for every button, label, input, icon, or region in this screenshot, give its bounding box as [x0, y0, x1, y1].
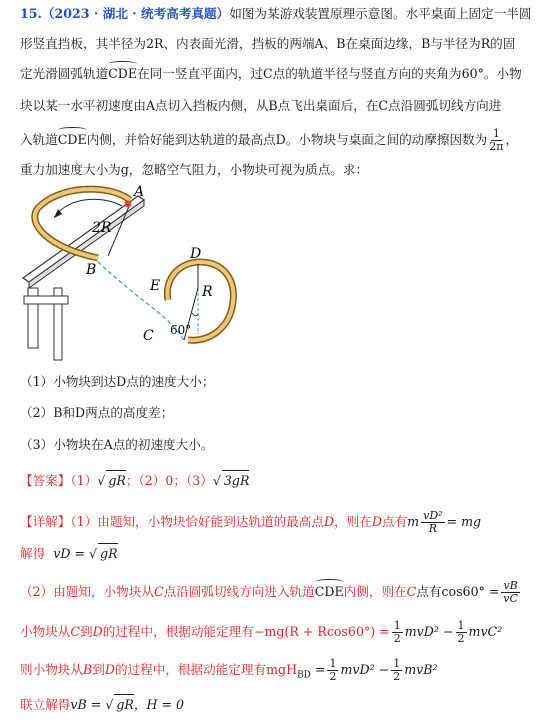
- problem-text: 如图为某游戏装置原理示意图。水平桌面上固定一半圆: [229, 6, 532, 21]
- detail-final-line: 联立解得vB = √ gR，H = 0: [20, 694, 184, 715]
- detail-line-1: 【详解】（1）由题知，小物块恰好能到达轨道的最高点D，则在D点有m $\frac{\text{vD²}}{R}$ = mg: [20, 509, 482, 535]
- question-2: （2）B和D两点的高度差；: [20, 405, 174, 420]
- question-3: （3）小物块在A点的初速度大小。: [20, 437, 214, 452]
- detail-tag: 【详解】: [20, 514, 71, 529]
- detail-line-4: 则小物块从B到D的过程中，根据动能定理有mgH$_{BD}$ = $\frac{1}{2}$ mvD² − $\frac{1}{2}$ mvB²: [20, 657, 438, 683]
- label-2R: 2R: [92, 220, 112, 236]
- label-B: B: [86, 262, 97, 278]
- problem-text: 内侧，并恰好能到达轨道的最高点D。小物块与桌面之间的动摩擦因数为: [86, 132, 488, 147]
- arc-notation: CDE: [58, 130, 87, 150]
- problem-text: 重力加速度大小为g，忽略空气阻力，小物块可视为质点。求：: [20, 162, 369, 177]
- problem-text: 块以某一水平初速度由A点切入挡板内侧，从B点飞出桌面后，在C点沿圆弧切线方向进: [20, 98, 502, 113]
- label-D: D: [190, 246, 202, 262]
- problem-line-6: [20, 160, 368, 180]
- problem-text: 入轨道: [20, 132, 58, 147]
- answer-tag: 【答案】: [20, 473, 71, 488]
- problem-source: （2023 · 湖北 · 统考高考真题）: [41, 6, 230, 21]
- problem-text: 在同一竖直平面内，过C点的轨道半径与竖直方向的夹角为60°。小物: [137, 66, 522, 81]
- detail-line-2: （2）由题知，小物块从C点沿圆弧切线方向进入轨道CDE内侧，则在C点有cos60° = $\frac{vB}{vC}$: [20, 579, 518, 605]
- label-A: A: [134, 184, 145, 200]
- answer-3-value: 3gR: [222, 470, 250, 491]
- arc-notation: CDE: [108, 64, 137, 84]
- angle-arc: [192, 313, 198, 316]
- problem-text: 定光滑圆弧轨道: [20, 66, 109, 81]
- point-A: [125, 201, 132, 208]
- table-brace: [24, 296, 68, 304]
- problem-line-4: [20, 96, 501, 116]
- problem-text: 形竖直挡板，其半径为2R、内表面光滑，挡板的两端A、B在桌面边缘，B与半径为R的固: [20, 36, 516, 51]
- label-E: E: [150, 278, 161, 294]
- answer-line: 【答案】（1）√ gR；（2）0；（3）√ 3gR: [20, 470, 249, 491]
- problem-number: 15.: [20, 6, 42, 21]
- friction-fraction: $\frac{1}{2\pi}$: [489, 127, 504, 153]
- problem-line-3: [20, 64, 522, 84]
- detail-solve-line: 解得 vD = √ gR: [20, 543, 118, 564]
- problem-line-2: [20, 34, 515, 54]
- problem-line-1: [20, 4, 531, 24]
- question-1: （1）小物块到达D点的速度大小；: [20, 374, 215, 389]
- problem-line-5: 入轨道CDE内侧，并恰好能到达轨道的最高点D。小物块与桌面之间的动摩擦因数为 $\frac{1}{2\pi}$ ，: [20, 127, 519, 153]
- detail-line-3: 小物块从C到D的过程中，根据动能定理有−mg(R + Rcos60°) = $\frac{1}{2}$ mvD² − $\frac{1}{2}$ mvC²: [20, 619, 503, 645]
- label-angle: 60°: [170, 323, 192, 337]
- answer-1-value: gR: [106, 470, 126, 491]
- apparatus-figure: [18, 178, 248, 368]
- label-C: C: [143, 328, 154, 344]
- label-R: R: [202, 284, 213, 300]
